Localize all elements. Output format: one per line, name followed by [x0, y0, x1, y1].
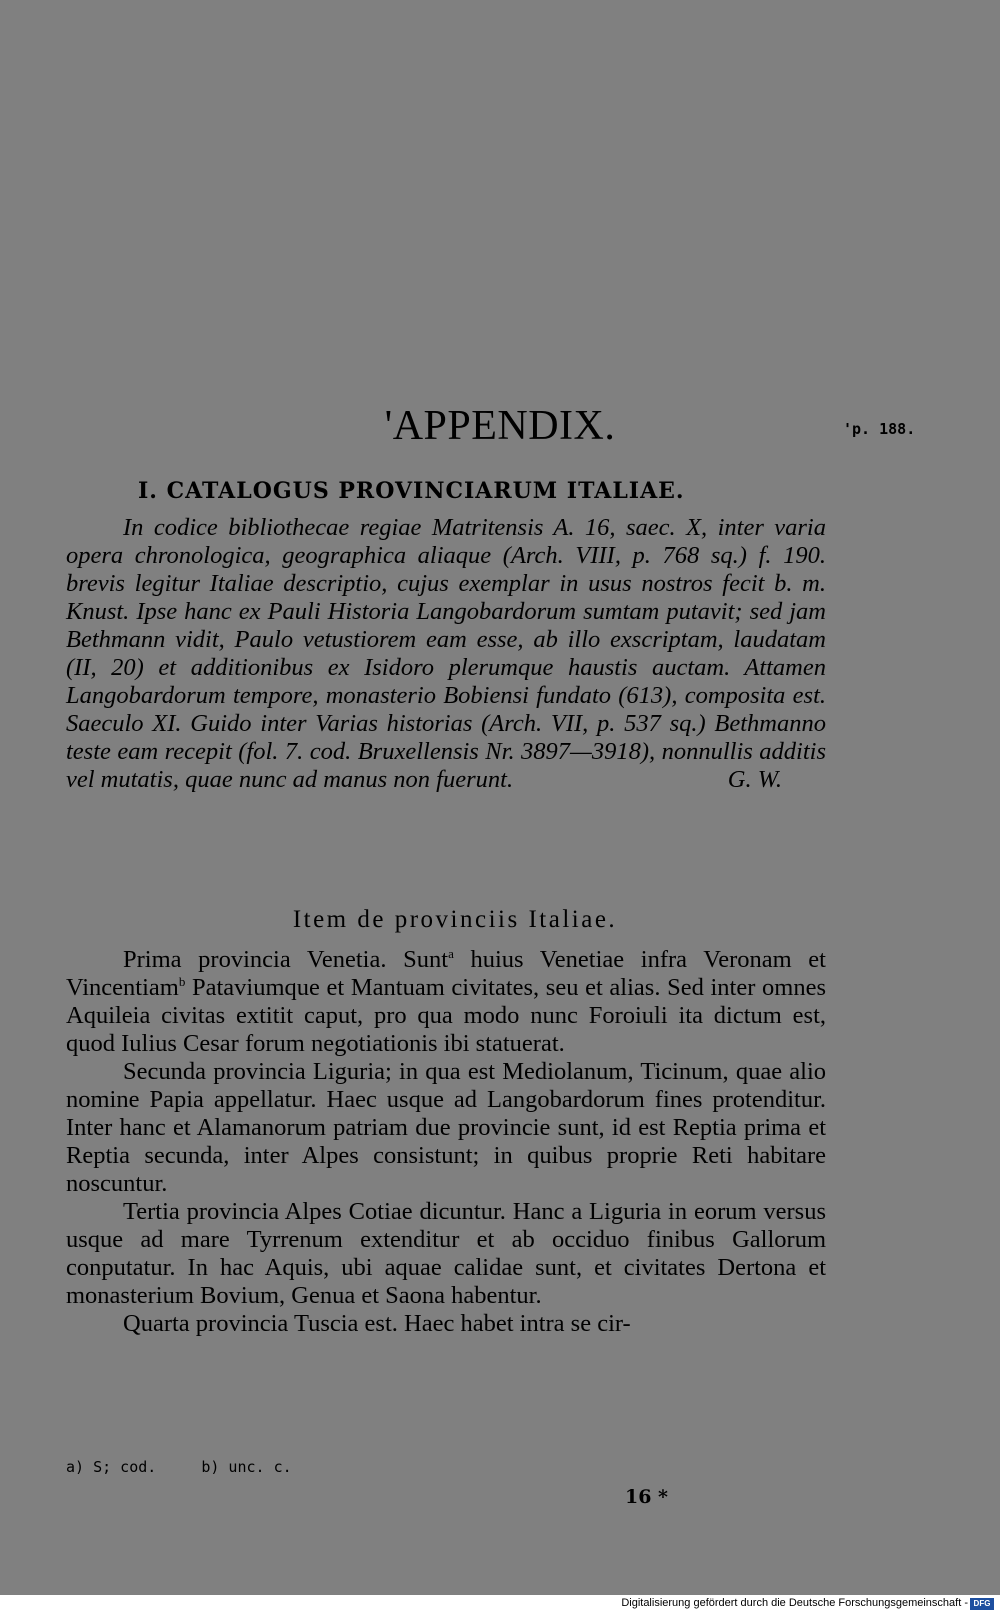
page-marker: 'p. 188.	[843, 420, 916, 438]
footnote-a: a) S; cod.	[66, 1458, 157, 1476]
paragraph-venetia	[66, 946, 826, 1058]
credit-bar	[0, 1596, 1000, 1613]
text-span: Pataviumque et Mantuam civitates, seu et alias. Sed inter omnes Aquileia civitas extitit caput, pro qua modo nunc Foroiuli ita dictum est, quod Iulius Cesar forum negotiationis ibi statuerat.	[66, 974, 826, 1057]
footnotes	[66, 1458, 466, 1476]
paragraph-tuscia: Quarta provincia Tuscia est. Haec habet intra se cir-	[123, 1310, 631, 1337]
intro-paragraph	[66, 514, 826, 794]
subheading: Item de provinciis Italiae.	[292, 906, 618, 933]
intro-text: In codice bibliothecae regiae Matritensis A. 16, saec. X, inter varia opera chronologica, geographica aliaque (Arch. VIII, p. 768 sq.) f. 190. brevis legitur Italiae descriptio, cujus exemplar in usus nostros fecit b. m. Knust. Ipse hanc ex Pauli Historia Langobardorum sumtam putavit; sed jam Bethmann vidit, Paulo vetustiorem eam esse, ab illo exscriptam, laudatam (II, 20) et additionibus ex Isidoro plerumque haustis auctam. Attamen Langobardorum tempore, monasterio Bobiensi fundato (613), composita est. Saeculo XI. Guido inter Varias historias (Arch. VII, p. 537 sq.) Bethmanno teste eam recepit (fol. 7. cod. Bruxellensis Nr. 3897—3918), nonnullis additis vel mutatis, quae nunc ad manus non fuerunt.	[66, 514, 826, 793]
paragraph-alpes-cotiae: Tertia provincia Alpes Cotiae dicuntur. Hanc a Liguria in eorum versus usque ad mare Tyrrenum extenditur et ab occiduo finibus Gallorum conputatur. In hac Aquis, ubi aquae calidae sunt, et civitates Dertona et monasterium Bovium, Genua et Saona habentur.	[66, 1198, 826, 1309]
text-span: huius Venetiae infra Veronam et Vincentiam	[66, 946, 826, 1001]
page-title: 'APPENDIX.	[384, 403, 616, 449]
body-text	[66, 946, 826, 1338]
footnote-ref-b: b	[178, 973, 186, 989]
text-span: Prima provincia Venetia. Sunt	[123, 946, 449, 973]
section-heading: I. CATALOGUS PROVINCIARUM ITALIAE.	[138, 478, 685, 504]
intro-signature: G. W.	[727, 766, 782, 793]
folio-number: 16 *	[625, 1486, 668, 1508]
paragraph-liguria: Secunda provincia Liguria; in qua est Mediolanum, Ticinum, quae alio nomine Papia appellatur. Haec usque ad Langobardorum fines protenditur. Inter hanc et Alamanorum patriam due provincie sunt, id est Reptia prima et Reptia secunda, inter Alpes consistunt; in quibus proprie Reti habitare noscuntur.	[66, 1058, 826, 1197]
dfg-logo-icon: DFG	[970, 1598, 994, 1610]
footnote-ref-a: a	[448, 945, 454, 961]
credit-text: Digitalisierung gefördert durch die Deutsche Forschungsgemeinschaft -	[621, 1597, 968, 1609]
footnote-b: b) unc. c.	[201, 1458, 292, 1476]
